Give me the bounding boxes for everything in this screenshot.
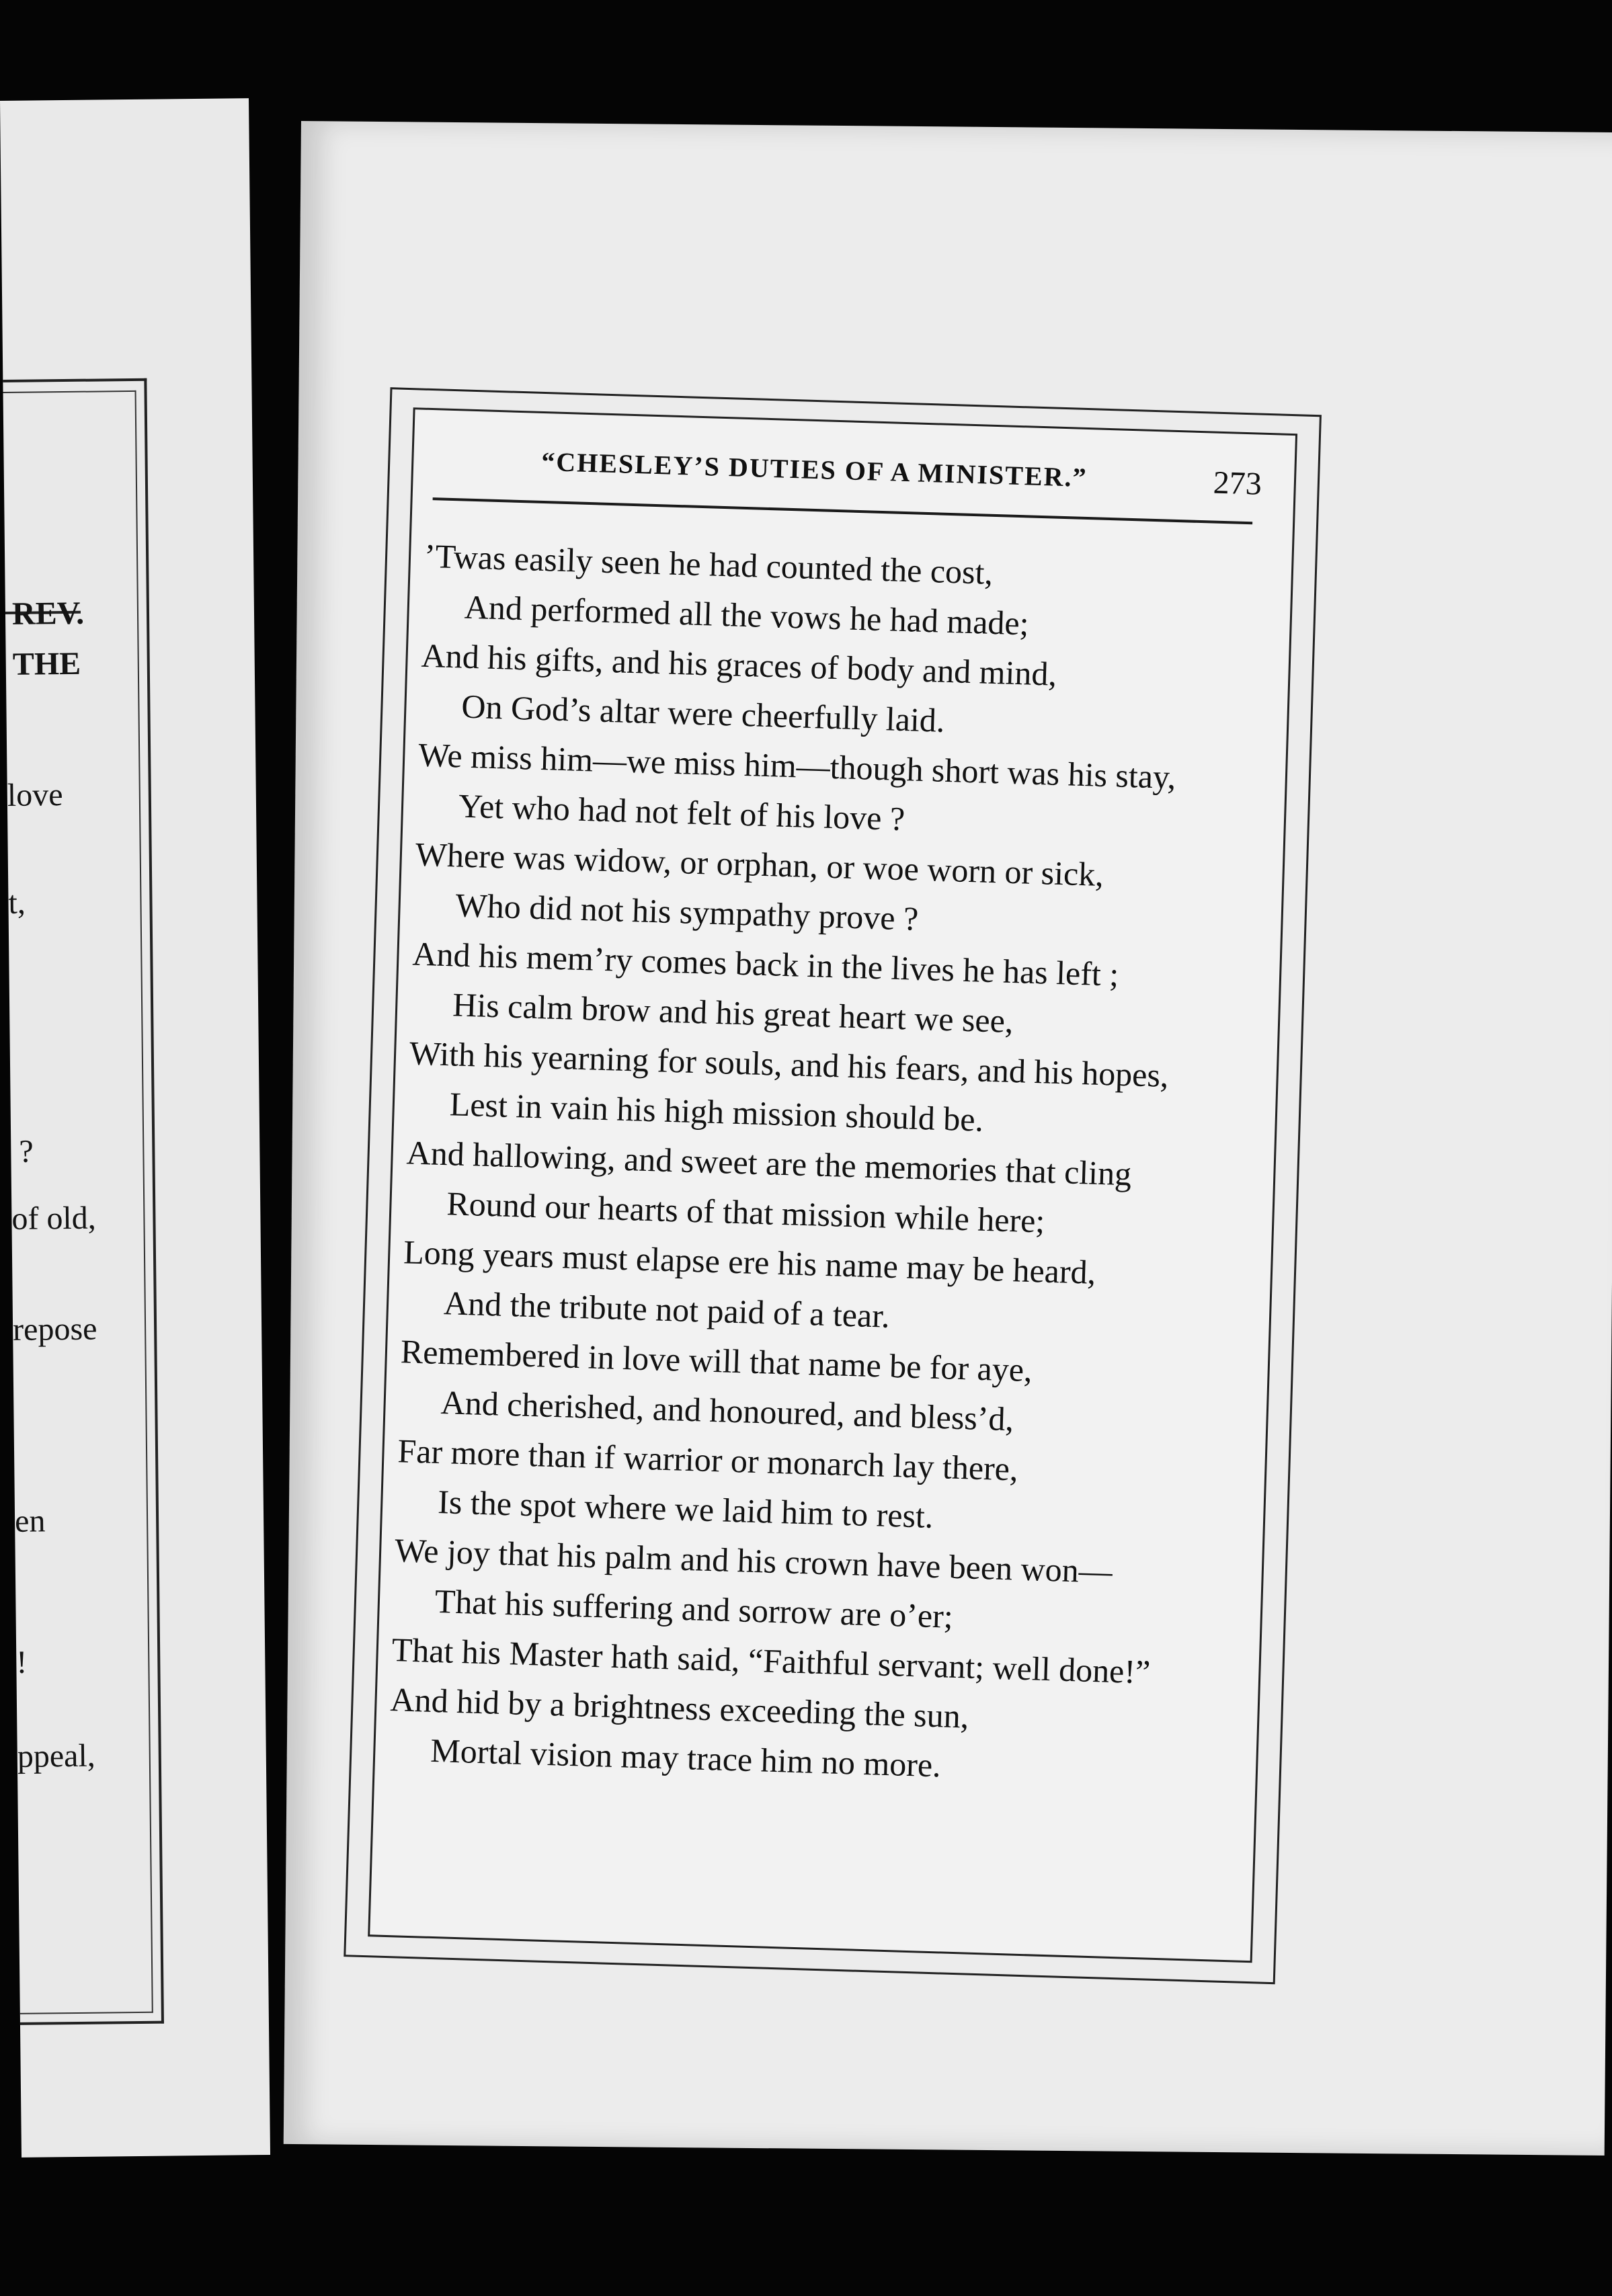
poem-line: We joy that his palm and his crown have been won— <box>394 1531 1113 1590</box>
left-page-line: of old, <box>11 1200 97 1237</box>
page-header <box>412 409 1295 550</box>
page-border-inner <box>368 407 1297 1963</box>
poem-line: Yet who had not felt of his love ? <box>458 786 905 838</box>
poem-line: With his yearning for souls, and his fears, and his hopes, <box>409 1034 1170 1094</box>
poem-line: And performed all the vows he had made; <box>464 587 1030 643</box>
right-page <box>284 121 1612 2156</box>
poem-line: That his suffering and sorrow are o’er; <box>434 1582 954 1635</box>
left-page-line: REV. <box>11 595 85 632</box>
left-page-line: ! <box>16 1644 28 1680</box>
left-page-text <box>0 98 249 1774</box>
poem-line: Far more than if warrior or monarch lay there, <box>397 1432 1019 1488</box>
left-page-line: en <box>14 1503 46 1539</box>
poem-line: Remembered in love will that name be for aye, <box>400 1332 1033 1389</box>
poem-line: And his gifts, and his graces of body and mind, <box>420 636 1057 693</box>
page-border-outer <box>344 387 1322 1984</box>
page-number: 273 <box>1213 464 1262 502</box>
poem-line: His calm brow and his great heart we see, <box>452 985 1014 1040</box>
poem-line: Round our hearts of that mission while here; <box>446 1184 1046 1240</box>
poem-line: Where was widow, or orphan, or woe worn or sick, <box>415 835 1104 893</box>
poem-line: And his mem’ry comes back in the lives he has left ; <box>411 934 1120 993</box>
poem-line: We miss him—we miss him—though short was his stay, <box>417 735 1177 796</box>
poem-line: On God’s altar were cheerfully laid. <box>460 687 946 739</box>
left-page-line: repose <box>12 1311 97 1348</box>
poem-line: That his Master hath said, “Faithful servant; well done!” <box>391 1631 1152 1691</box>
poem-text <box>388 531 1291 1799</box>
poem-line: And the tribute not paid of a tear. <box>443 1284 891 1335</box>
poem-line: Lest in vain his high mission should be. <box>449 1085 984 1139</box>
poem-line: Who did not his sympathy prove ? <box>454 886 920 938</box>
poem-line: And cherished, and honoured, and bless’d, <box>440 1383 1014 1438</box>
running-head: “CHESLEY’S DUTIES OF A MINISTER.” <box>540 446 1088 493</box>
left-page-line: THE <box>12 645 81 682</box>
poem-line: ’Twas easily seen he had counted the cost, <box>424 536 994 591</box>
left-page-line: t, <box>8 885 26 921</box>
poem-line: And hallowing, and sweet are the memories that cling <box>405 1133 1133 1193</box>
poem-line: And hid by a brightness exceeding the sun, <box>389 1680 970 1735</box>
poem-line: Long years must elapse ere his name may be heard, <box>403 1233 1096 1291</box>
poem-line: Is the spot where we laid him to rest. <box>437 1483 934 1535</box>
left-page-line: love <box>7 777 63 813</box>
header-rule <box>433 497 1253 524</box>
left-page <box>0 98 270 2158</box>
left-page-line: ppeal, <box>17 1737 96 1774</box>
left-page-line: ? <box>19 1133 34 1170</box>
poem-line: Mortal vision may trace him no more. <box>430 1731 942 1785</box>
